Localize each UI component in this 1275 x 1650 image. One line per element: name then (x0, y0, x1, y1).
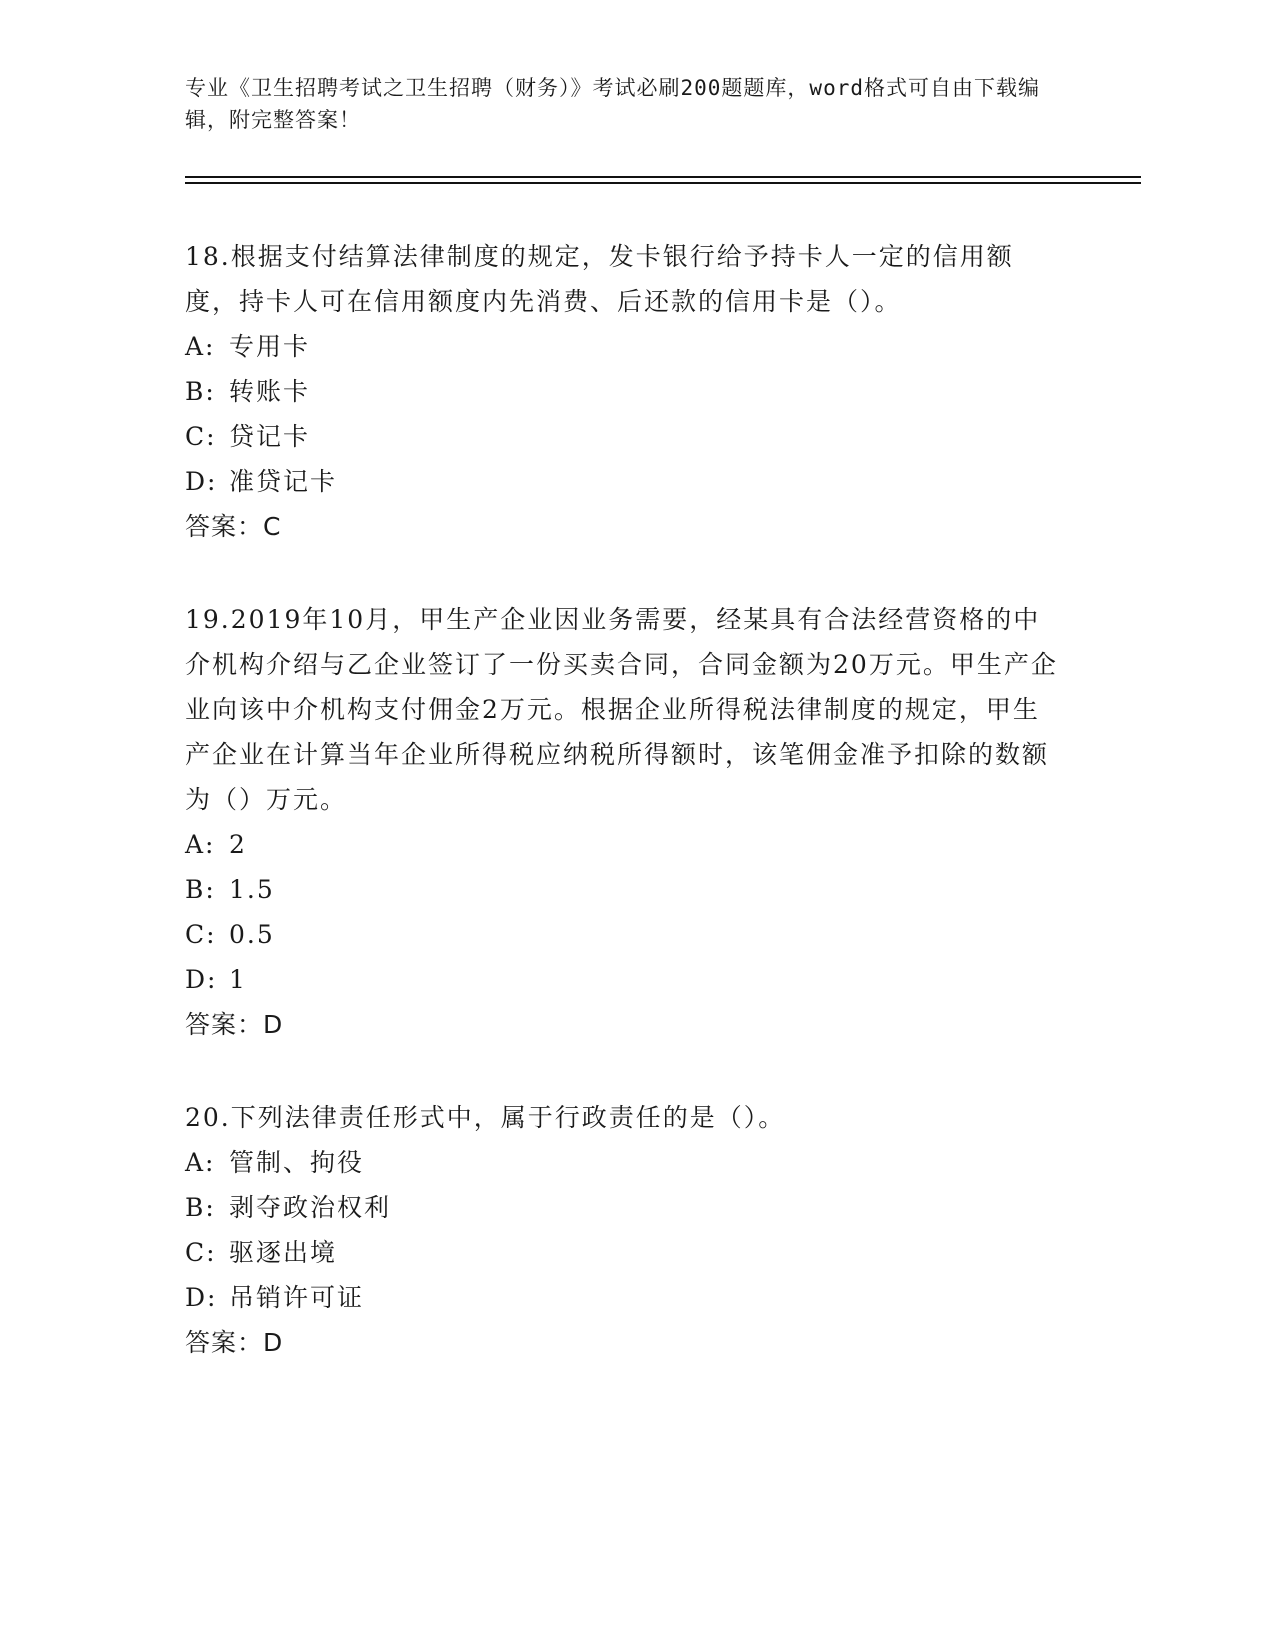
option-text: 剥夺政治权利 (229, 1193, 392, 1222)
option-key: A: (185, 1148, 216, 1177)
answer: 答案：D (185, 1328, 284, 1357)
option-key: D: (185, 965, 218, 994)
option-text: 准贷记卡 (229, 467, 338, 496)
option-a (185, 324, 1065, 369)
option-key: C: (185, 920, 217, 949)
option-key: A: (185, 830, 216, 859)
option-text: 驱逐出境 (229, 1238, 338, 1267)
question-20 (185, 1095, 1065, 1365)
question-18 (185, 234, 1065, 549)
option-key: C: (185, 422, 217, 451)
option-c (185, 414, 1065, 459)
option-c (185, 912, 1065, 957)
option-a (185, 1140, 1065, 1185)
option-key: C: (185, 1238, 217, 1267)
option-key: A: (185, 332, 216, 361)
option-text: 转账卡 (229, 377, 311, 406)
option-d (185, 459, 1065, 504)
option-d (185, 957, 1065, 1002)
option-b (185, 1185, 1065, 1230)
option-text: 1 (229, 965, 247, 994)
option-key: D: (185, 1283, 218, 1312)
option-b (185, 369, 1065, 414)
option-text: 专用卡 (229, 332, 311, 361)
option-text: 吊销许可证 (229, 1283, 365, 1312)
option-text: 1.5 (229, 875, 275, 904)
header-divider-top (185, 176, 1141, 178)
option-key: B: (185, 1193, 216, 1222)
document-header: 专业《卫生招聘考试之卫生招聘（财务）》考试必刷200题题库，word格式可自由下载编辑，附完整答案！ (185, 76, 1040, 132)
option-b (185, 867, 1065, 912)
option-key: D: (185, 467, 218, 496)
header-divider-bottom (185, 182, 1141, 184)
option-d (185, 1275, 1065, 1320)
question-19 (185, 597, 1065, 1047)
question-stem: 18.根据支付结算法律制度的规定，发卡银行给予持卡人一定的信用额度，持卡人可在信用额度内先消费、后还款的信用卡是（）。 (185, 242, 1014, 316)
answer: 答案：D (185, 1010, 284, 1039)
option-a (185, 822, 1065, 867)
option-key: B: (185, 377, 216, 406)
question-stem: 20.下列法律责任形式中，属于行政责任的是（）。 (185, 1103, 786, 1132)
option-key: B: (185, 875, 216, 904)
option-text: 0.5 (229, 920, 275, 949)
answer: 答案：C (185, 512, 282, 541)
option-text: 贷记卡 (229, 422, 311, 451)
option-c (185, 1230, 1065, 1275)
option-text: 2 (229, 830, 247, 859)
question-stem: 19.2019年10月，甲生产企业因业务需要，经某具有合法经营资格的中介机构介绍与乙企业签订了一份买卖合同，合同金额为20万元。甲生产企业向该中介机构支付佣金2万元。根据企业所得税法律制度的规定，甲生产企业在计算当年企业所得税应纳税所得额时，该笔佣金准予扣除的数额为（）万元。 (185, 605, 1058, 814)
option-text: 管制、拘役 (229, 1148, 365, 1177)
